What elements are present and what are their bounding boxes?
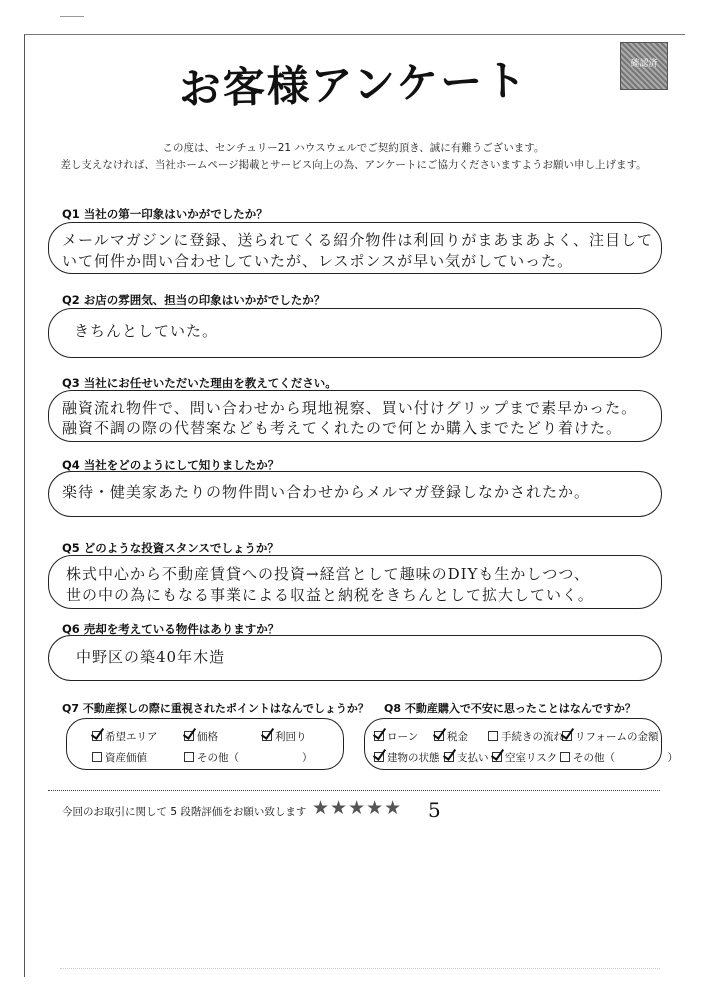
question-2: Q2 お店の雰囲気、担当の印象はいかがでしたか？ [62,293,326,307]
header-rule [60,16,84,17]
q8-option-label: 手続きの流れ [501,731,564,743]
checkbox-icon [488,731,498,741]
checkbox-checked-icon [184,731,194,741]
answer-6-line-1: 中野区の築40年木造 [76,648,226,666]
section-divider [48,790,660,791]
q7-option-label: 希望エリア [105,731,158,743]
question-4: Q4 当社をどのようにして知りましたか？ [62,458,280,472]
question-5: Q5 どのような投資スタンスでしょうか？ [62,541,279,555]
q7-option-label: その他（ ） [197,752,313,764]
q7-option-label: 利回り [275,731,307,743]
q7-option-asset-value[interactable] [92,750,147,765]
q7-option-price[interactable] [184,729,218,744]
q8-option-label: 建物の状態 [387,752,440,764]
q7-option-other[interactable] [184,750,313,765]
q8-option-other[interactable] [560,750,678,765]
q7-option-yield[interactable] [262,729,307,744]
q8-option-payment[interactable] [444,750,489,765]
question-7: Q7 不動産探しの際に重視されたポイントはなんでしょうか？ [62,702,369,715]
q8-option-loan[interactable] [374,729,418,744]
question-1: Q1 当社の第一印象はいかがでしたか？ [62,207,268,221]
answer-5-line-1: 株式中心から不動産賃貸への投資→経営として趣味のDIYも生かしつつ、 [66,565,590,583]
checkbox-icon [560,752,570,762]
answer-5-line-2: 世の中の為にもなる事業による収益と納税をきちんとして拡大していく。 [66,586,594,604]
q8-option-label: リフォームの金額 [575,731,659,743]
checkbox-checked-icon [492,752,502,762]
q8-option-label: 税金 [447,731,468,743]
rating-score: 5 [428,798,441,822]
answer-1-line-1: メールマガジンに登録、送られてくる紹介物件は利回りがまあまあよく、注目して [62,231,654,249]
intro-line-1: この度は、センチュリー21 ハウスウェルでご契約頂き、誠に有難うございます。 [162,142,545,154]
q8-option-label: その他（ ） [573,752,678,764]
q7-option-label: 資産価値 [105,752,147,764]
q8-option-label: 空室リスク [505,752,558,764]
checkbox-checked-icon [262,731,272,741]
checkbox-checked-icon [434,731,444,741]
answer-3-line-1: 融資流れ物件で、問い合わせから現地視察、買い付けグリップまで素早かった。 [62,399,638,417]
q8-option-building-condition[interactable] [374,750,440,765]
intro-line-2: 差し支えなければ、当社ホームページ掲載とサービス向上の為、アンケートにご協力くださいますようお願い申し上げます。 [60,159,647,171]
checkbox-icon [184,752,194,762]
q7-option-label: 価格 [197,731,218,743]
answer-4-line-1: 楽待・健美家あたりの物件問い合わせからメルマガ登録しなかされたか。 [62,483,591,501]
q8-option-reform-cost[interactable] [562,729,658,744]
q8-option-vacancy-risk[interactable] [492,750,557,765]
stamp-text: 確認済 [630,59,658,69]
page-title: お客様アンケート [178,55,529,114]
q8-option-label: ローン [387,731,419,743]
q8-option-label: 支払い [457,752,489,764]
question-8: Q8 不動産購入で不安に思ったことはなんですか？ [384,702,636,715]
checkbox-checked-icon [374,731,384,741]
q7-option-area[interactable] [92,729,158,744]
checkbox-icon [92,752,102,762]
question-3: Q3 当社にお任せいただいた理由を教えてください。 [62,376,337,390]
rating-prompt: 今回のお取引に関して 5 段階評価をお願い致します [62,806,307,818]
question-6: Q6 売却を考えている物件はありますか？ [62,622,280,636]
q8-option-procedure[interactable] [488,729,564,744]
q8-option-tax[interactable] [434,729,468,744]
footer-rule [60,968,660,969]
rating-stars[interactable]: ★★★★★ [312,797,403,819]
checkbox-checked-icon [562,731,572,741]
checkbox-checked-icon [444,752,454,762]
checkbox-checked-icon [92,731,102,741]
checkbox-checked-icon [374,752,384,762]
answer-2-line-1: きちんとしていた。 [74,322,219,340]
answer-3-line-2: 融資不調の際の代替案なども考えてくれたので何とか購入までたどり着けた。 [62,419,623,437]
approval-stamp [620,42,668,90]
answer-1-line-2: いて何件か問い合わせしていたが、レスポンスが早い気がしていった。 [62,252,574,270]
